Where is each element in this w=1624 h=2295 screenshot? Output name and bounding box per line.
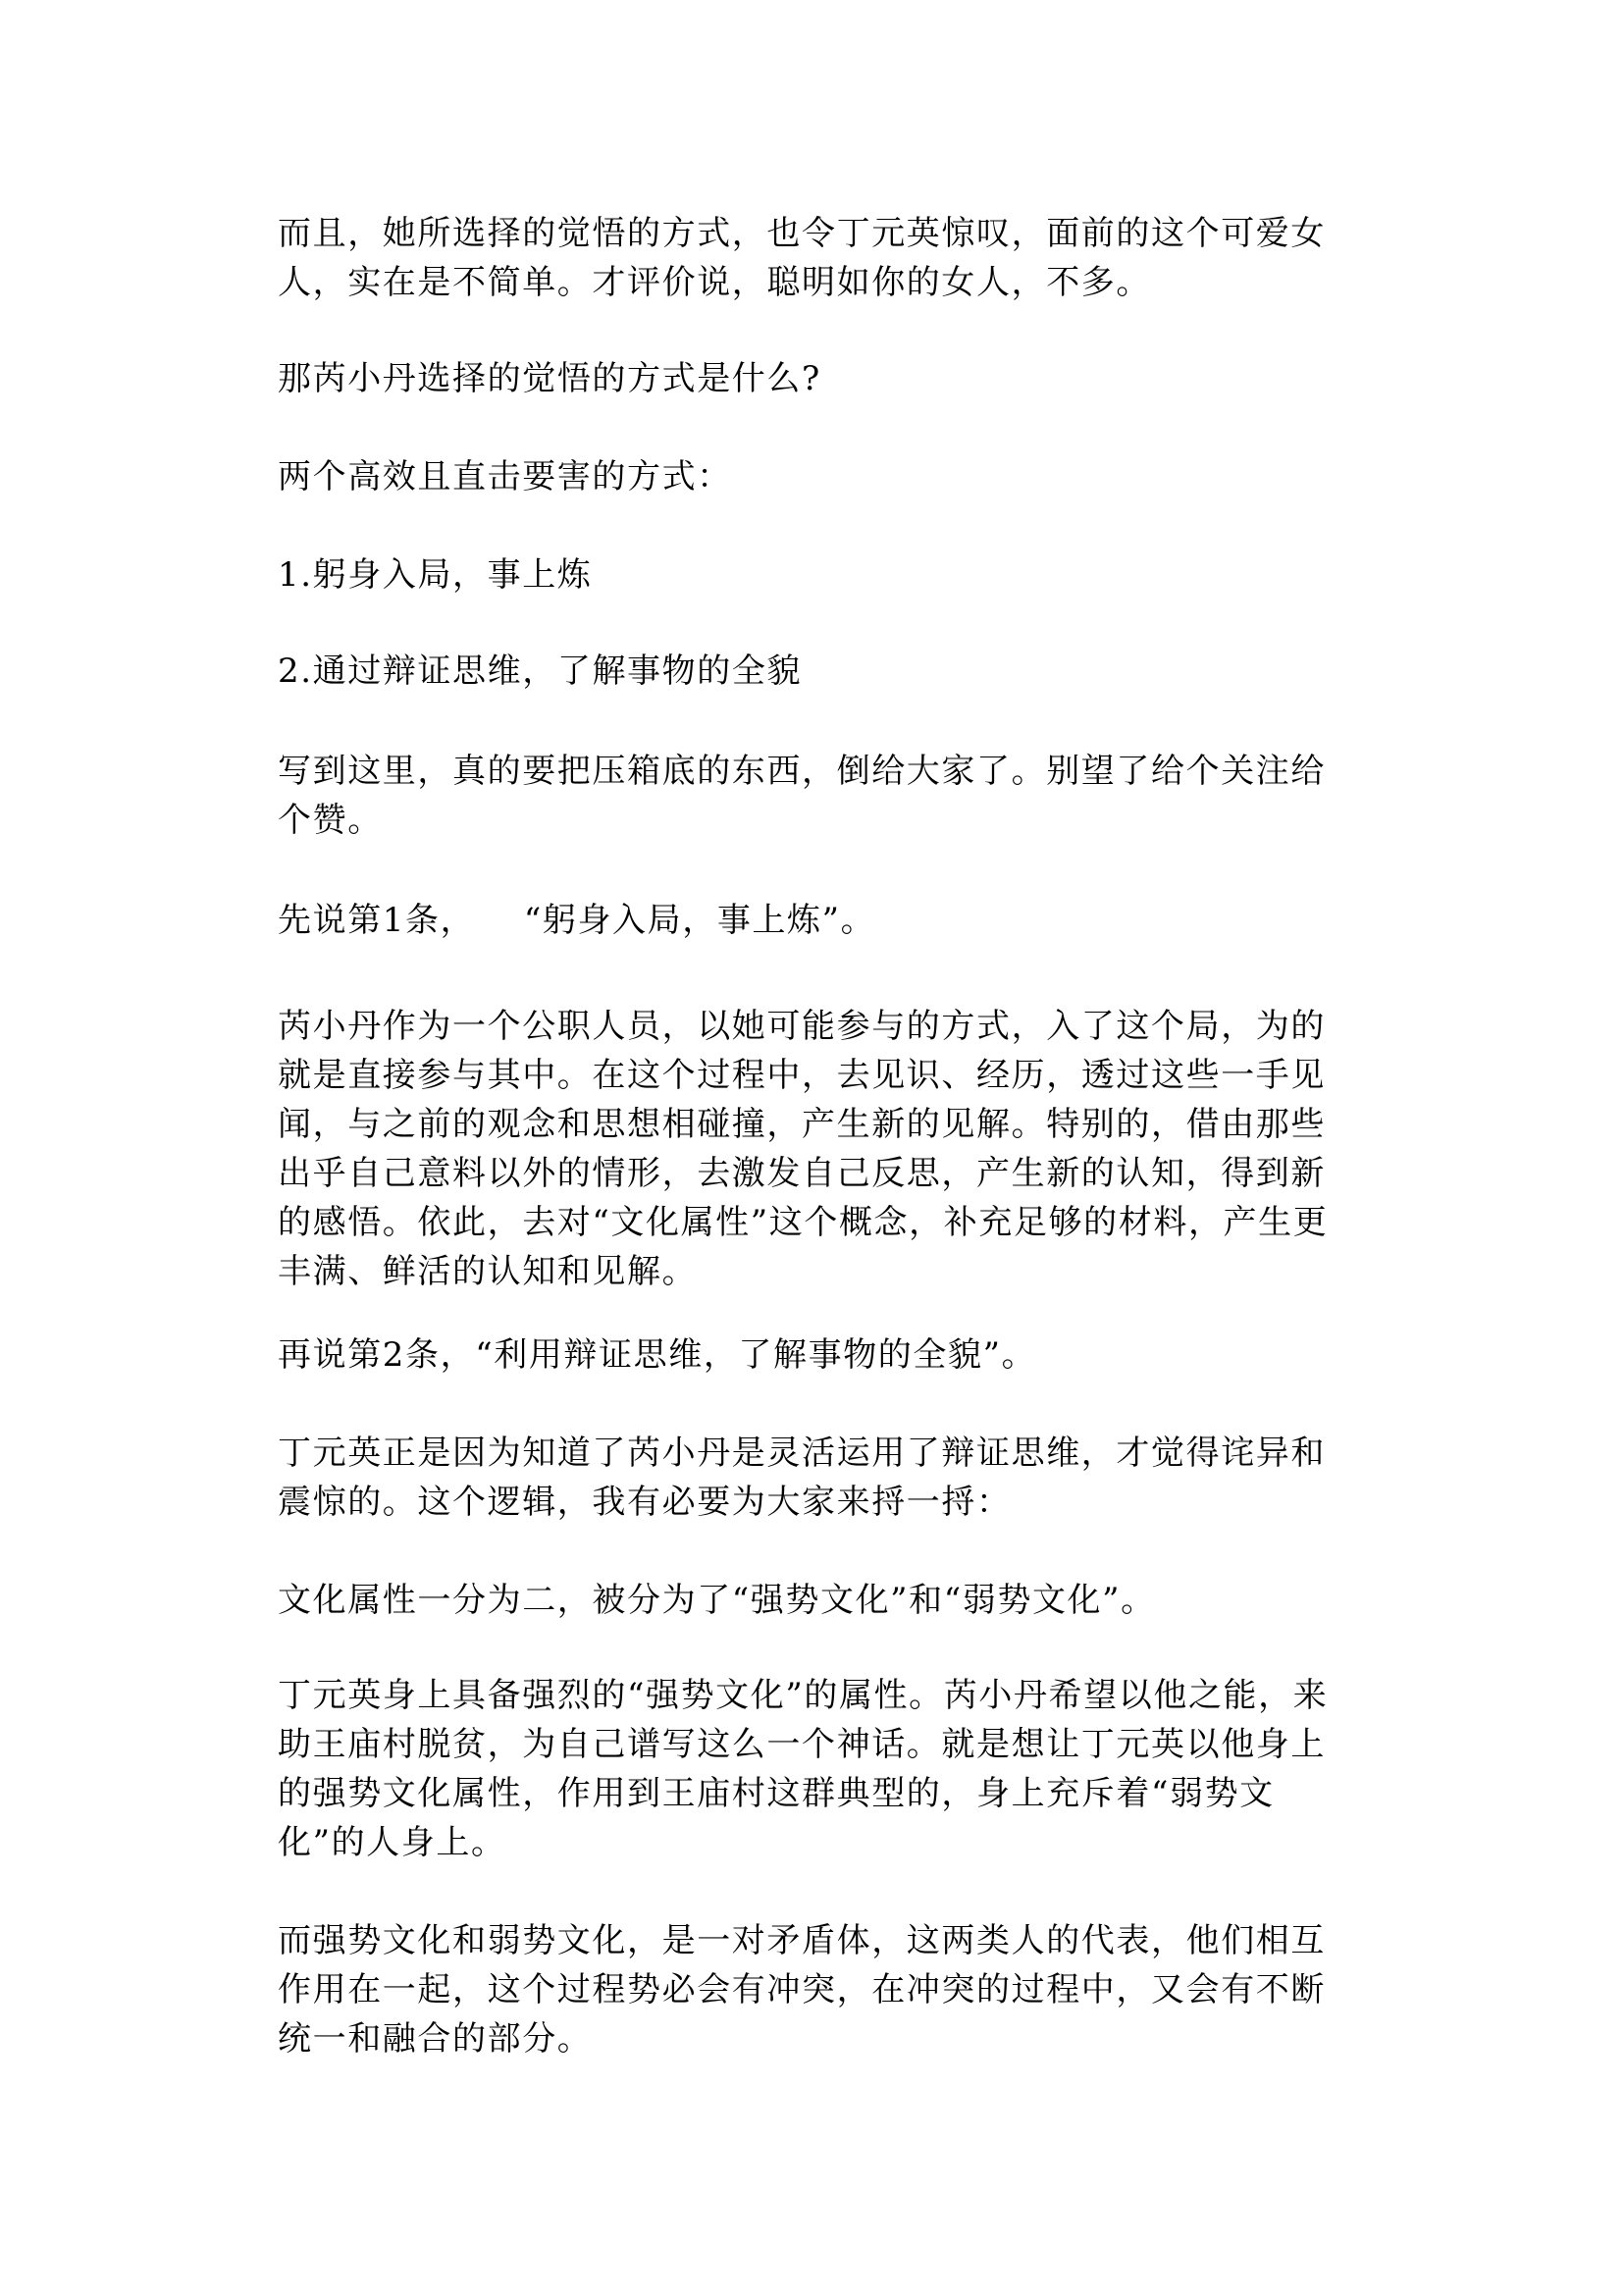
list-item-method-1: 1.躬身入局，事上炼: [278, 555, 593, 595]
paragraph-strong-culture: 丁元英身上具备强烈的“强势文化”的属性。芮小丹希望以他之能，来助王庙村脱贫，为自己谱写这么一个神话。就是想让丁元英以他身上的强势文化属性，作用到王庙村这群典型的，身上充斥着“弱势文化”的人身上。: [278, 1676, 1329, 1862]
paragraph-question: 那芮小丹选择的觉悟的方式是什么?: [278, 359, 821, 398]
paragraph-point-1-body: 芮小丹作为一个公职人员，以她可能参与的方式，入了这个局，为的就是直接参与其中。在这个过程中，去见识、经历，透过这些一手见闻，与之前的观念和思想相碰撞，产生新的见解。特别的，借由那些出乎自己意料以外的情形，去激发自己反思，产生新的认知，得到新的感悟。依此，去对“文化属性”这个概念，补充足够的材料，产生更丰满、鲜活的认知和见解。: [278, 1007, 1329, 1291]
list-item-method-2: 2.通过辩证思维，了解事物的全貌: [278, 652, 803, 691]
paragraph-contradiction: 而强势文化和弱势文化，是一对矛盾体，这两类人的代表，他们相互作用在一起，这个过程势必会有冲突，在冲突的过程中，又会有不断统一和融合的部分。: [278, 1921, 1326, 2059]
paragraph-point-1-heading: 先说第1条， “躬身入局，事上炼”。: [278, 901, 876, 940]
paragraph-culture-split: 文化属性一分为二，被分为了“强势文化”和“弱势文化”。: [278, 1581, 1156, 1620]
paragraph-intro: 而且，她所选择的觉悟的方式，也令丁元英惊叹，面前的这个可爱女人，实在是不简单。才评价说，聪明如你的女人，不多。: [278, 214, 1326, 302]
paragraph-two-methods: 两个高效且直击要害的方式：: [278, 457, 732, 496]
paragraph-point-2-heading: 再说第2条，“利用辩证思维，了解事物的全貌”。: [278, 1335, 1037, 1375]
paragraph-call-to-action: 写到这里，真的要把压箱底的东西，倒给大家了。别望了给个关注给个赞。: [278, 752, 1326, 840]
paragraph-point-2-body: 丁元英正是因为知道了芮小丹是灵活运用了辩证思维，才觉得诧异和震惊的。这个逻辑，我有必要为大家来捋一捋：: [278, 1434, 1326, 1522]
